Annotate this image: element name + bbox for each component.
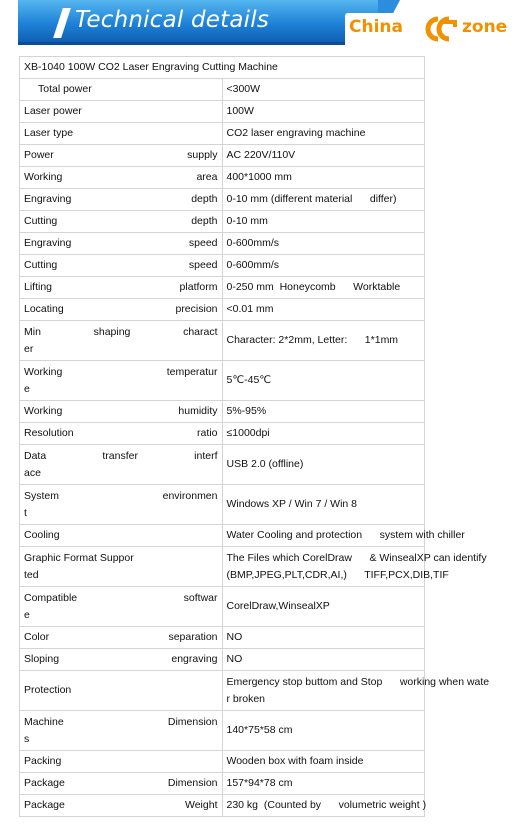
spec-value-line: 5℃-45℃ (226, 374, 272, 386)
spec-key-line: e (24, 382, 30, 395)
table-row (20, 547, 425, 587)
spec-key-line: Engraving speed (24, 237, 218, 249)
header-stripe (53, 8, 71, 38)
spec-key-line: ace (24, 466, 41, 479)
spec-key-line: Compatible softwar (24, 591, 218, 604)
spec-value-line: CO2 laser engraving machine (226, 127, 366, 139)
spec-value-line: <0.01 mm (226, 303, 274, 315)
page-title: Technical details (75, 7, 270, 33)
spec-value-line: 400*1000 mm (226, 171, 292, 183)
spec-table (19, 56, 490, 817)
spec-value-line: 0-10 mm (226, 215, 268, 227)
spec-key (20, 795, 223, 817)
table-row (20, 233, 425, 255)
spec-value-line: 140*75*58 cm (226, 724, 293, 736)
spec-key (20, 773, 223, 795)
spec-key (20, 401, 223, 423)
brand-logo-icon (425, 16, 461, 42)
spec-key-line: Machine Dimension (24, 715, 218, 728)
spec-key (20, 123, 223, 145)
table-row (20, 751, 425, 773)
table-row (20, 525, 425, 547)
spec-value-line: 0-600mm/s (226, 259, 280, 271)
brand-logo-text-left: China (349, 17, 403, 37)
spec-key (20, 211, 223, 233)
table-row (20, 321, 425, 361)
spec-key (20, 711, 223, 751)
spec-key (20, 485, 223, 525)
spec-key (20, 671, 223, 711)
spec-value-line: 0-600mm/s (226, 237, 280, 249)
table-row (20, 255, 425, 277)
spec-key (20, 233, 223, 255)
spec-value-line: 5%-95% (226, 405, 267, 417)
spec-value (222, 773, 425, 795)
spec-value-line: Wooden box with foam inside (226, 755, 364, 767)
spec-value (222, 277, 425, 299)
spec-key (20, 525, 223, 547)
spec-value (222, 547, 487, 587)
spec-value (222, 79, 425, 101)
spec-value (222, 361, 425, 401)
spec-value-line: Windows XP / Win 7 / Win 8 (226, 498, 358, 510)
spec-key-line: Protection (24, 684, 72, 696)
spec-key-line: Lifting platform (24, 281, 218, 293)
spec-key-line: Cutting speed (24, 259, 218, 271)
table-row (20, 485, 425, 525)
spec-key-line: Power supply (24, 149, 218, 161)
spec-key (20, 189, 223, 211)
spec-key (20, 361, 223, 401)
spec-key (20, 423, 223, 445)
spec-key (20, 547, 223, 587)
spec-value (222, 795, 425, 817)
spec-key-line: Laser power (24, 105, 82, 117)
spec-key (20, 255, 223, 277)
spec-value-line: 100W (226, 105, 254, 117)
spec-value (222, 167, 425, 189)
spec-value (222, 445, 425, 485)
table-row (20, 361, 425, 401)
spec-value-line: ≤1000dpi (226, 427, 270, 439)
spec-value-line: (BMP,JPEG,PLT,CDR,AI,) TIFF,PCX,DIB,TIF (226, 568, 449, 581)
spec-value (222, 145, 425, 167)
spec-key (20, 627, 223, 649)
table-row (20, 445, 425, 485)
spec-key-line: t (24, 506, 27, 519)
spec-key-line: System environmen (24, 489, 218, 502)
spec-key-line: Sloping engraving (24, 653, 218, 665)
spec-value (222, 101, 425, 123)
spec-value (222, 627, 425, 649)
spec-value (222, 711, 425, 751)
table-row (20, 773, 425, 795)
spec-value-line: Water Cooling and protection system with chiller (226, 529, 465, 541)
table-row (20, 587, 425, 627)
spec-value (222, 751, 425, 773)
table-row (20, 277, 425, 299)
spec-key (20, 445, 223, 485)
spec-key (20, 649, 223, 671)
spec-value (222, 485, 425, 525)
spec-value-line: USB 2.0 (offline) (226, 458, 304, 470)
header-banner (18, 0, 523, 47)
spec-key-line: Package Weight (24, 799, 218, 811)
table-row (20, 101, 425, 123)
spec-value (222, 211, 425, 233)
table-row (20, 299, 425, 321)
spec-key (20, 751, 223, 773)
table-title: XB-1040 100W CO2 Laser Engraving Cutting Machine (20, 57, 425, 79)
spec-key-line: Working area (24, 171, 218, 183)
spec-key-line: s (24, 732, 30, 745)
spec-value (222, 649, 425, 671)
spec-key (20, 79, 223, 101)
spec-key-line: er (24, 342, 34, 355)
table-row (20, 649, 425, 671)
table-row (20, 211, 425, 233)
spec-value (222, 255, 425, 277)
spec-key-line: Packing (24, 755, 62, 767)
spec-key-line: Min shaping charact (24, 325, 218, 338)
table-row (20, 145, 425, 167)
header-bar (18, 0, 378, 45)
spec-key (20, 277, 223, 299)
spec-key-line: e (24, 608, 30, 621)
spec-key-line: Package Dimension (24, 777, 218, 789)
table-title-row (20, 57, 425, 79)
spec-value-line: 0-250 mm Honeycomb Worktable (226, 281, 401, 293)
spec-key (20, 167, 223, 189)
spec-key (20, 321, 223, 361)
spec-value-line: AC 220V/110V (226, 149, 296, 161)
table-row (20, 671, 425, 711)
spec-key-line: Color separation (24, 631, 218, 643)
spec-value (222, 123, 425, 145)
spec-value (222, 321, 425, 361)
spec-key (20, 587, 223, 627)
spec-key-line: Laser type (24, 127, 74, 139)
spec-value-line: The Files which CorelDraw & WinsealXP can identify (226, 551, 487, 564)
spec-key (20, 145, 223, 167)
spec-value-line: CorelDraw,WinsealXP (226, 600, 330, 612)
spec-key-line: Working humidity (24, 405, 218, 417)
table-row (20, 79, 425, 101)
spec-key-line: ted (24, 568, 39, 581)
spec-value (222, 189, 425, 211)
table-row (20, 123, 425, 145)
spec-value (222, 401, 425, 423)
spec-value-line: Emergency stop buttom and Stop working when wate (226, 675, 490, 688)
spec-value-line: NO (226, 653, 243, 665)
spec-value-line: <300W (226, 83, 261, 95)
spec-value-line: Character: 2*2mm, Letter: 1*1mm (226, 334, 399, 346)
table-row (20, 795, 425, 817)
spec-value (222, 587, 425, 627)
spec-value (222, 525, 465, 547)
table-row (20, 423, 425, 445)
spec-key-line: Resolution ratio (24, 427, 218, 439)
spec-value (222, 423, 425, 445)
spec-value-line: 0-10 mm (different material differ) (226, 193, 397, 205)
table-row (20, 711, 425, 751)
spec-key-line: Working temperatur (24, 365, 218, 378)
spec-key-line: Engraving depth (24, 193, 218, 205)
spec-value-line: 230 kg (Counted by volumetric weight ) (226, 799, 427, 811)
spec-key-line: Graphic Format Suppor (24, 551, 134, 564)
spec-key-line: Cutting depth (24, 215, 218, 227)
table-row (20, 167, 425, 189)
spec-key-line: Total power (38, 83, 92, 95)
spec-value-line: 157*94*78 cm (226, 777, 293, 789)
table-row (20, 401, 425, 423)
spec-value (222, 233, 425, 255)
brand-logo-text-right: zone (462, 17, 508, 37)
table-row (20, 189, 425, 211)
spec-value (222, 671, 490, 711)
spec-key (20, 299, 223, 321)
brand-logo (345, 13, 523, 45)
spec-key (20, 101, 223, 123)
spec-value (222, 299, 425, 321)
spec-value-line: r broken (226, 692, 266, 705)
spec-key-line: Data transfer interf (24, 449, 218, 462)
spec-value-line: NO (226, 631, 243, 643)
spec-key-line: Cooling (24, 529, 60, 541)
spec-key-line: Locating precision (24, 303, 218, 315)
table-row (20, 627, 425, 649)
